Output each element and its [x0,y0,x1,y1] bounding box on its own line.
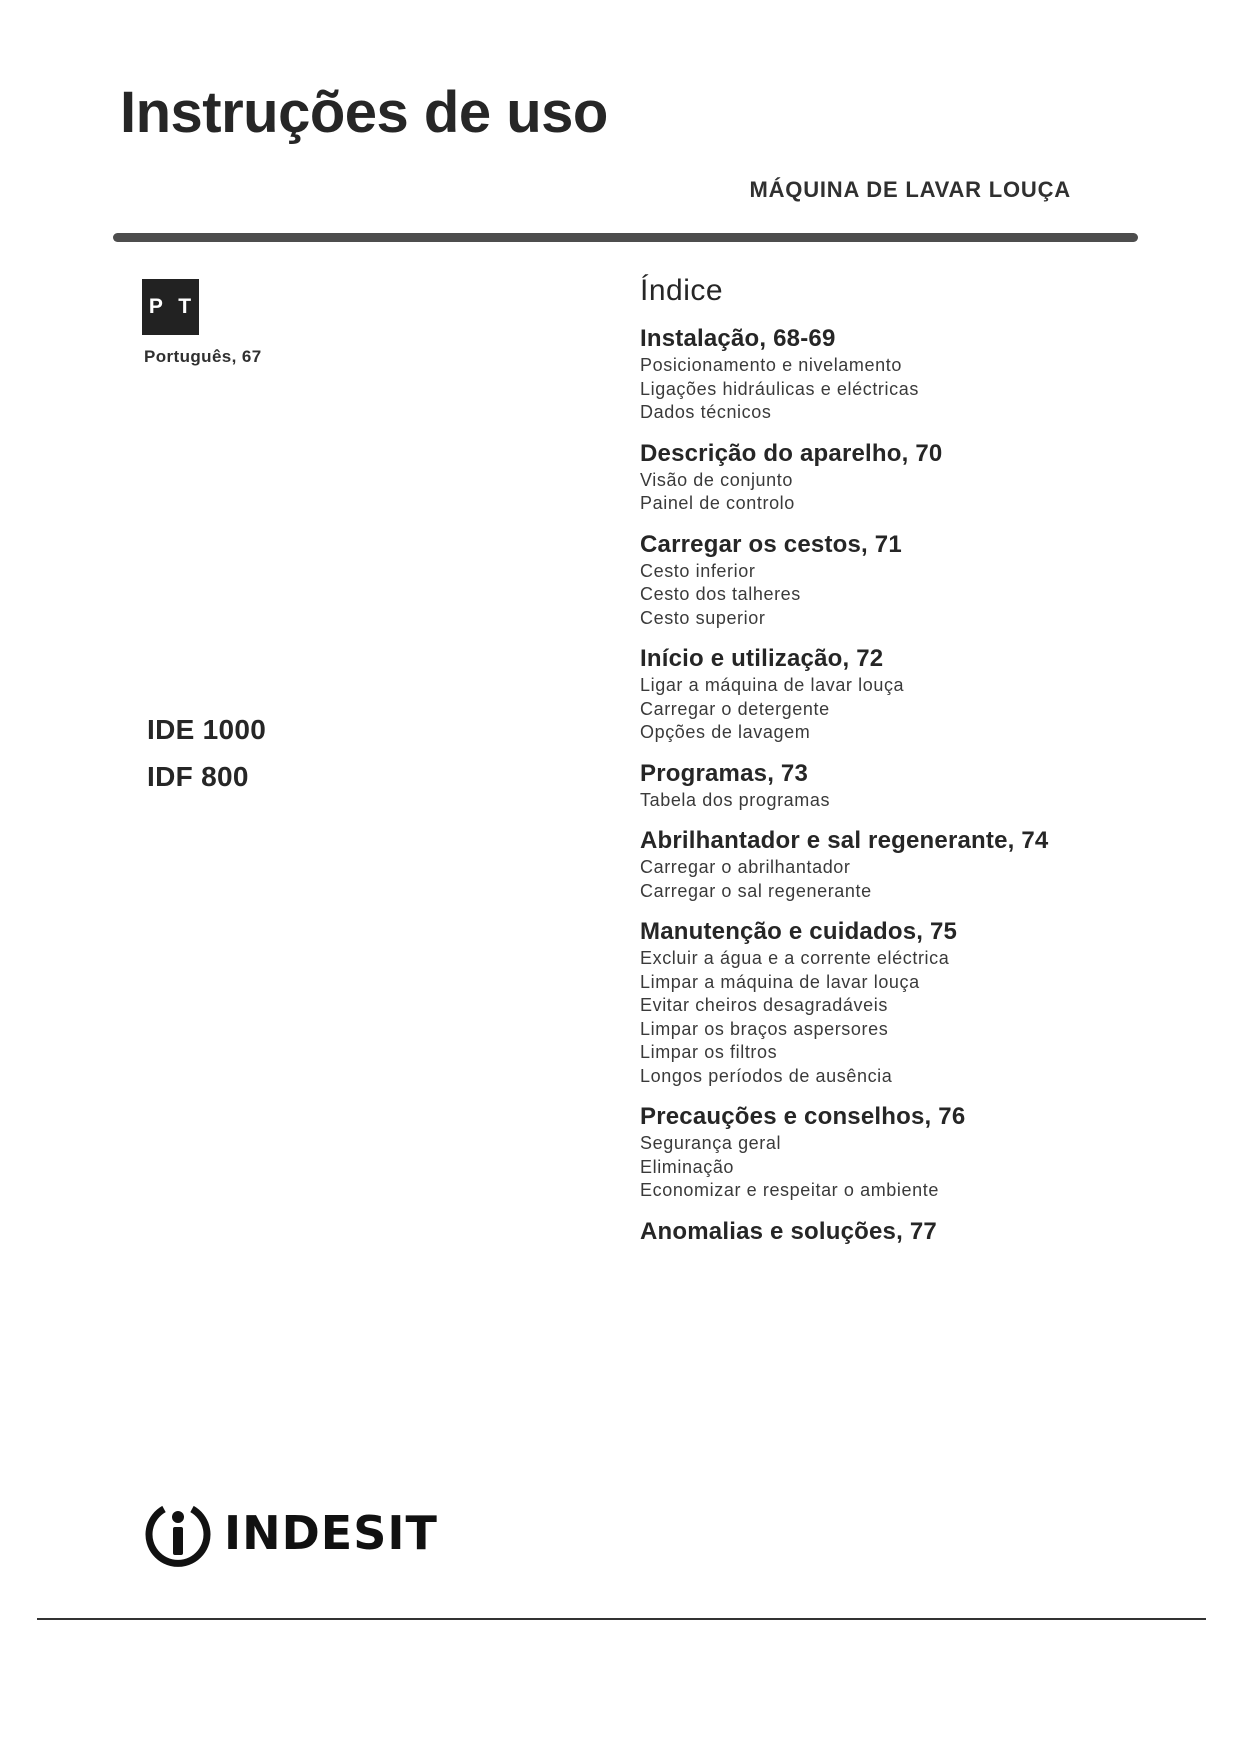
model-list [147,712,266,806]
document-title: Instruções de uso [120,80,608,145]
toc-heading: Índice [640,274,724,307]
toc-section-item: Limpar os braços aspersores [640,1018,889,1039]
toc-section [640,439,1200,516]
toc-section [640,530,1200,631]
toc-section-item: Cesto inferior [640,560,756,581]
toc-section-item: Opções de lavagem [640,722,811,742]
toc-section-title: Início e utilização, 72 [640,645,884,672]
toc-section [640,1102,1200,1203]
toc-section-item: Dados técnicos [640,402,772,422]
toc-section-item: Posicionamento e nivelamento [640,355,902,375]
language-page-reference: Português, 67 [144,347,262,366]
model-name: IDE 1000 [147,714,267,745]
toc-section-title: Abrilhantador e sal regenerante, 74 [640,827,1049,854]
toc-section-item: Economizar e respeitar o ambiente [640,1180,939,1200]
toc-section-item: Visão de conjunto [640,469,793,490]
model-name: IDF 800 [147,761,249,792]
toc-section-item: Carregar o sal regenerante [640,880,872,901]
toc-section-item: Longos períodos de ausência [640,1065,893,1086]
brand-name: INDESIT [224,1506,438,1560]
toc-section-item: Painel de controlo [640,493,795,513]
toc-section-title: Anomalias e soluções, 77 [640,1217,937,1245]
toc-section-item: Limpar os filtros [640,1042,778,1062]
toc-section-item: Excluir a água e a corrente eléctrica [640,948,950,968]
toc-section [640,1217,1200,1247]
toc-section [640,826,1200,903]
toc-section [640,917,1200,1088]
toc-section-item: Carregar o abrilhantador [640,857,851,877]
footer-divider [37,1618,1206,1620]
table-of-contents [640,274,1200,1261]
toc-section-item: Carregar o detergente [640,698,830,719]
indesit-logo-icon [142,1497,214,1569]
toc-sections [640,324,1200,1247]
toc-section-item: Evitar cheiros desagradáveis [640,995,888,1015]
toc-section-title: Precauções e conselhos, 76 [640,1103,966,1130]
toc-section [640,759,1200,813]
toc-section-item: Eliminação [640,1156,735,1177]
toc-section-item: Cesto dos talheres [640,584,801,604]
toc-section-item: Tabela dos programas [640,789,831,810]
toc-section-item: Limpar a máquina de lavar louça [640,971,920,992]
toc-section-item: Segurança geral [640,1133,782,1153]
toc-section-title: Descrição do aparelho, 70 [640,439,943,467]
toc-section-item: Cesto superior [640,607,766,628]
toc-section-title: Carregar os cestos, 71 [640,530,902,558]
toc-section [640,324,1200,425]
brand-logo [142,1497,438,1569]
header-divider [113,233,1138,242]
toc-section-title: Programas, 73 [640,759,809,787]
toc-section-item: Ligações hidráulicas e eléctricas [640,378,919,399]
language-code-badge: P T [142,279,199,335]
toc-section-item: Ligar a máquina de lavar louça [640,675,905,695]
toc-section [640,644,1200,745]
product-type: MÁQUINA DE LAVAR LOUÇA [749,177,1071,202]
toc-section-title: Instalação, 68-69 [640,325,836,352]
toc-section-title: Manutenção e cuidados, 75 [640,918,958,945]
